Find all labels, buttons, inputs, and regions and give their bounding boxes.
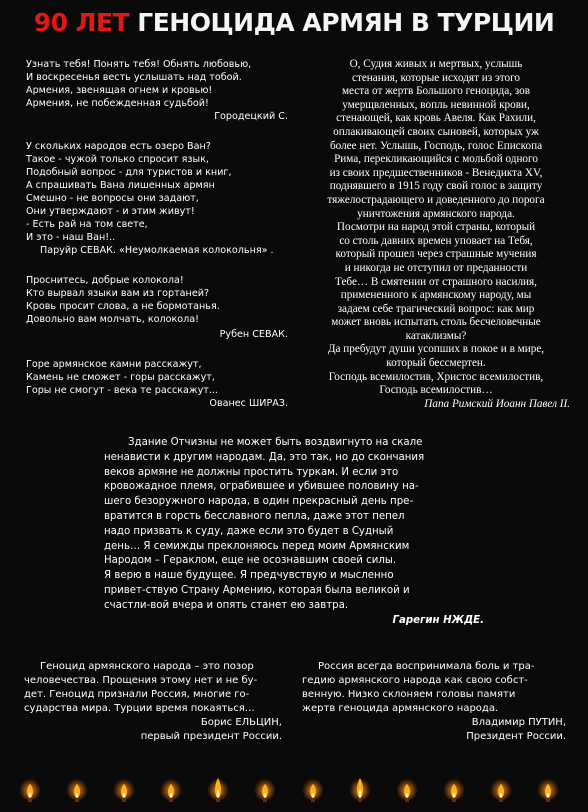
page-title [0,6,588,40]
poem-line: И воскресенья весть услышать над тобой. [26,72,242,83]
poem-author: Ованес ШИРАЗ. [209,398,288,409]
quote-line: день… Я семижды преклоняюсь перед моим Армянским [104,540,410,552]
candle-icon [536,766,560,802]
prayer-line: Господь всемилостив… [379,384,493,397]
candle-icon [206,766,230,802]
poem-line: Армения, не побежденная судьбой! [26,98,209,109]
prayer-line: стенающей, как кровь Авеля. Как Рахили, [336,112,536,125]
quote-line: кровожадное племя, ограбившее и убившее половину на- [104,481,419,493]
memorial-candles-row [0,756,588,812]
quote-line: гедию армянского народа как свою собст- [302,675,528,686]
prayer-line: поднявшего в 1915 году свой голос в защиту [329,180,543,193]
poem-line: Смешно - не вопросы они задают, [26,193,199,204]
poem-sevak-ruben [26,274,288,341]
quote-line: вратится в горсть бесславного пепла, даже этот пепел [104,510,405,522]
poem-line: Кровь просит слова, а не бормотанья. [26,301,220,312]
candle-icon [442,766,466,802]
nzhdeh-quote [104,436,484,628]
prayer-line: со столь давних времен уповает на Тебя, [339,234,533,247]
prayer-line: уничтожения армянского народа. [357,207,515,220]
quote-author-title: Президент России. [466,731,566,742]
prayer-line: Рима, перекликающийся с мольбой одного [334,153,538,166]
candle-icon [112,766,136,802]
poem-author: Городецкий С. [214,111,288,122]
candle-icon [348,766,372,802]
poem-shiraz [26,358,288,410]
quote-line: счастли-вой вчера и опять станет ею завтра. [104,599,349,611]
poem-line: Армения, звенящая огнем и кровью! [26,85,213,96]
prayer-author: Папа Римский Иоанн Павел II. [424,397,570,410]
poem-line: Узнать тебя! Понять тебя! Обнять любовью, [26,59,252,70]
poem-author: Паруйр СЕВАК. «Неумолкаемая колокольня» . [40,245,274,256]
quote-line: Я верю в наше будущее. Я предчувствую и мысленно [104,570,394,582]
putin-quote [302,660,566,744]
poem-author: Рубен СЕВАК. [219,329,288,340]
quote-line: дет. Геноцид признали Россия, многие го- [24,689,250,700]
prayer-line: места от жертв Большого геноцида, зов [341,85,531,98]
title-years: 90 ЛЕТ [33,8,130,37]
candle-icon [489,766,513,802]
poem-line: Горы не смогут - века те расскажут... [26,385,218,396]
quote-line: веков армяне не должны простить туркам. И если это [104,466,399,478]
prayer-line: умерщвленных, вопль невинной крови, [342,98,530,111]
pope-prayer-column [302,58,570,411]
prayer-line: Господь всемилостив, Христос всемилостив, [328,370,544,383]
quote-line: Народом – Гераклом, еще не осознавшим своей силы. [104,555,397,567]
quote-line: сударства мира. Турции время покаяться… [24,703,255,714]
candle-icon [18,766,42,802]
poem-line: И это - наш Ван!.. [26,232,116,243]
prayer-line: который прошел через страшные мучения [335,248,537,261]
prayer-line: и никогда не отступил от преданности [344,261,528,274]
prayer-line: может вновь испытать столь бесчеловечные [331,316,541,329]
quote-line: человечества. Прощения этому нет и не бу- [24,675,258,686]
quote-line: надо призвать к суду, даже если это будет в Судный [104,525,394,537]
poem-line: Горе армянское камни расскажут, [26,359,202,370]
candle-icon [395,766,419,802]
poem-line: У скольких народов есть озеро Ван? [26,141,211,152]
poem-line: Такое - чужой только спросит язык, [26,154,209,165]
quote-line: шего безоружного народа, в один прекрасный день пре- [104,496,414,508]
poem-line: А спрашивать Вана лишенных армян [26,180,215,191]
poem-line: Подобный вопрос - для туристов и книг, [26,167,232,178]
prayer-line: который бессмертен. [386,357,486,370]
yeltsin-quote [24,660,282,744]
poem-line: Проснитесь, добрые колокола! [26,275,184,286]
prayer-line: из своих предшественников - Венедикта XV, [329,166,543,179]
quote-author: Владимир ПУТИН, [471,717,566,728]
poem-line: Кто вырвал языки вам из гортаней? [26,288,210,299]
quote-line: жертв геноцида армянского народа. [302,703,499,714]
prayer-line: Посмотри на народ этой страны, который [336,221,536,234]
candle-icon [159,766,183,802]
prayer-line: тяжелострадающего и доведенного до порога [327,193,545,206]
title-main: ГЕНОЦИДА АРМЯН В ТУРЦИИ [137,8,555,37]
candle-icon [301,766,325,802]
quote-line: венную. Низко склоняем головы памяти [302,689,516,700]
prayer-line: Да пребудут души усопших в покое и в мире, [327,343,545,356]
poem-line: - Есть рай на том свете, [26,219,148,230]
quote-line: ненависти к другим народам. Да, это так, но до скончания [104,451,425,463]
quote-line: Здание Отчизны не может быть воздвигнуто на скале [128,437,423,448]
prayer-line: оплакивающей своих сыновей, которых уж [333,125,539,138]
poem-sevak-paruyr [26,140,288,257]
prayer-line: катаклизмы? [405,329,467,342]
quote-line: привет-ствую Страну Армению, которая была великой и [104,584,410,596]
poem-line: Довольно вам молчать, колокола! [26,314,200,325]
prayer-line: Тебе… В смятении от страшного насилия, [335,275,537,288]
candle-icon [65,766,89,802]
prayer-line: задаем себе трагический вопрос: как мир [337,302,535,315]
poem-gorodetsky [26,58,288,123]
poem-line: Камень не сможет - горы расскажут, [26,372,215,383]
candle-icon [253,766,277,802]
quote-author: Борис ЕЛЬЦИН, [200,717,282,728]
prayer-line: примененного к армянскому народу, мы [340,289,532,302]
quote-author-title: первый президент России. [140,731,282,742]
poem-line: Они утверждают - и этим живут! [26,206,195,217]
quote-author: Гарегин НЖДЕ. [392,614,484,626]
prayer-line: О, Судия живых и мертвых, услышь [349,58,523,70]
left-poems-column [26,58,288,423]
prayer-line: стенания, которые исходят из этого [351,71,521,84]
prayer-line: более нет. Услышь, Господь, голос Епископа [329,139,543,152]
quote-line: Россия всегда воспринимала боль и тра- [318,661,535,672]
quote-line: Геноцид армянского народа – это позор [40,661,254,672]
